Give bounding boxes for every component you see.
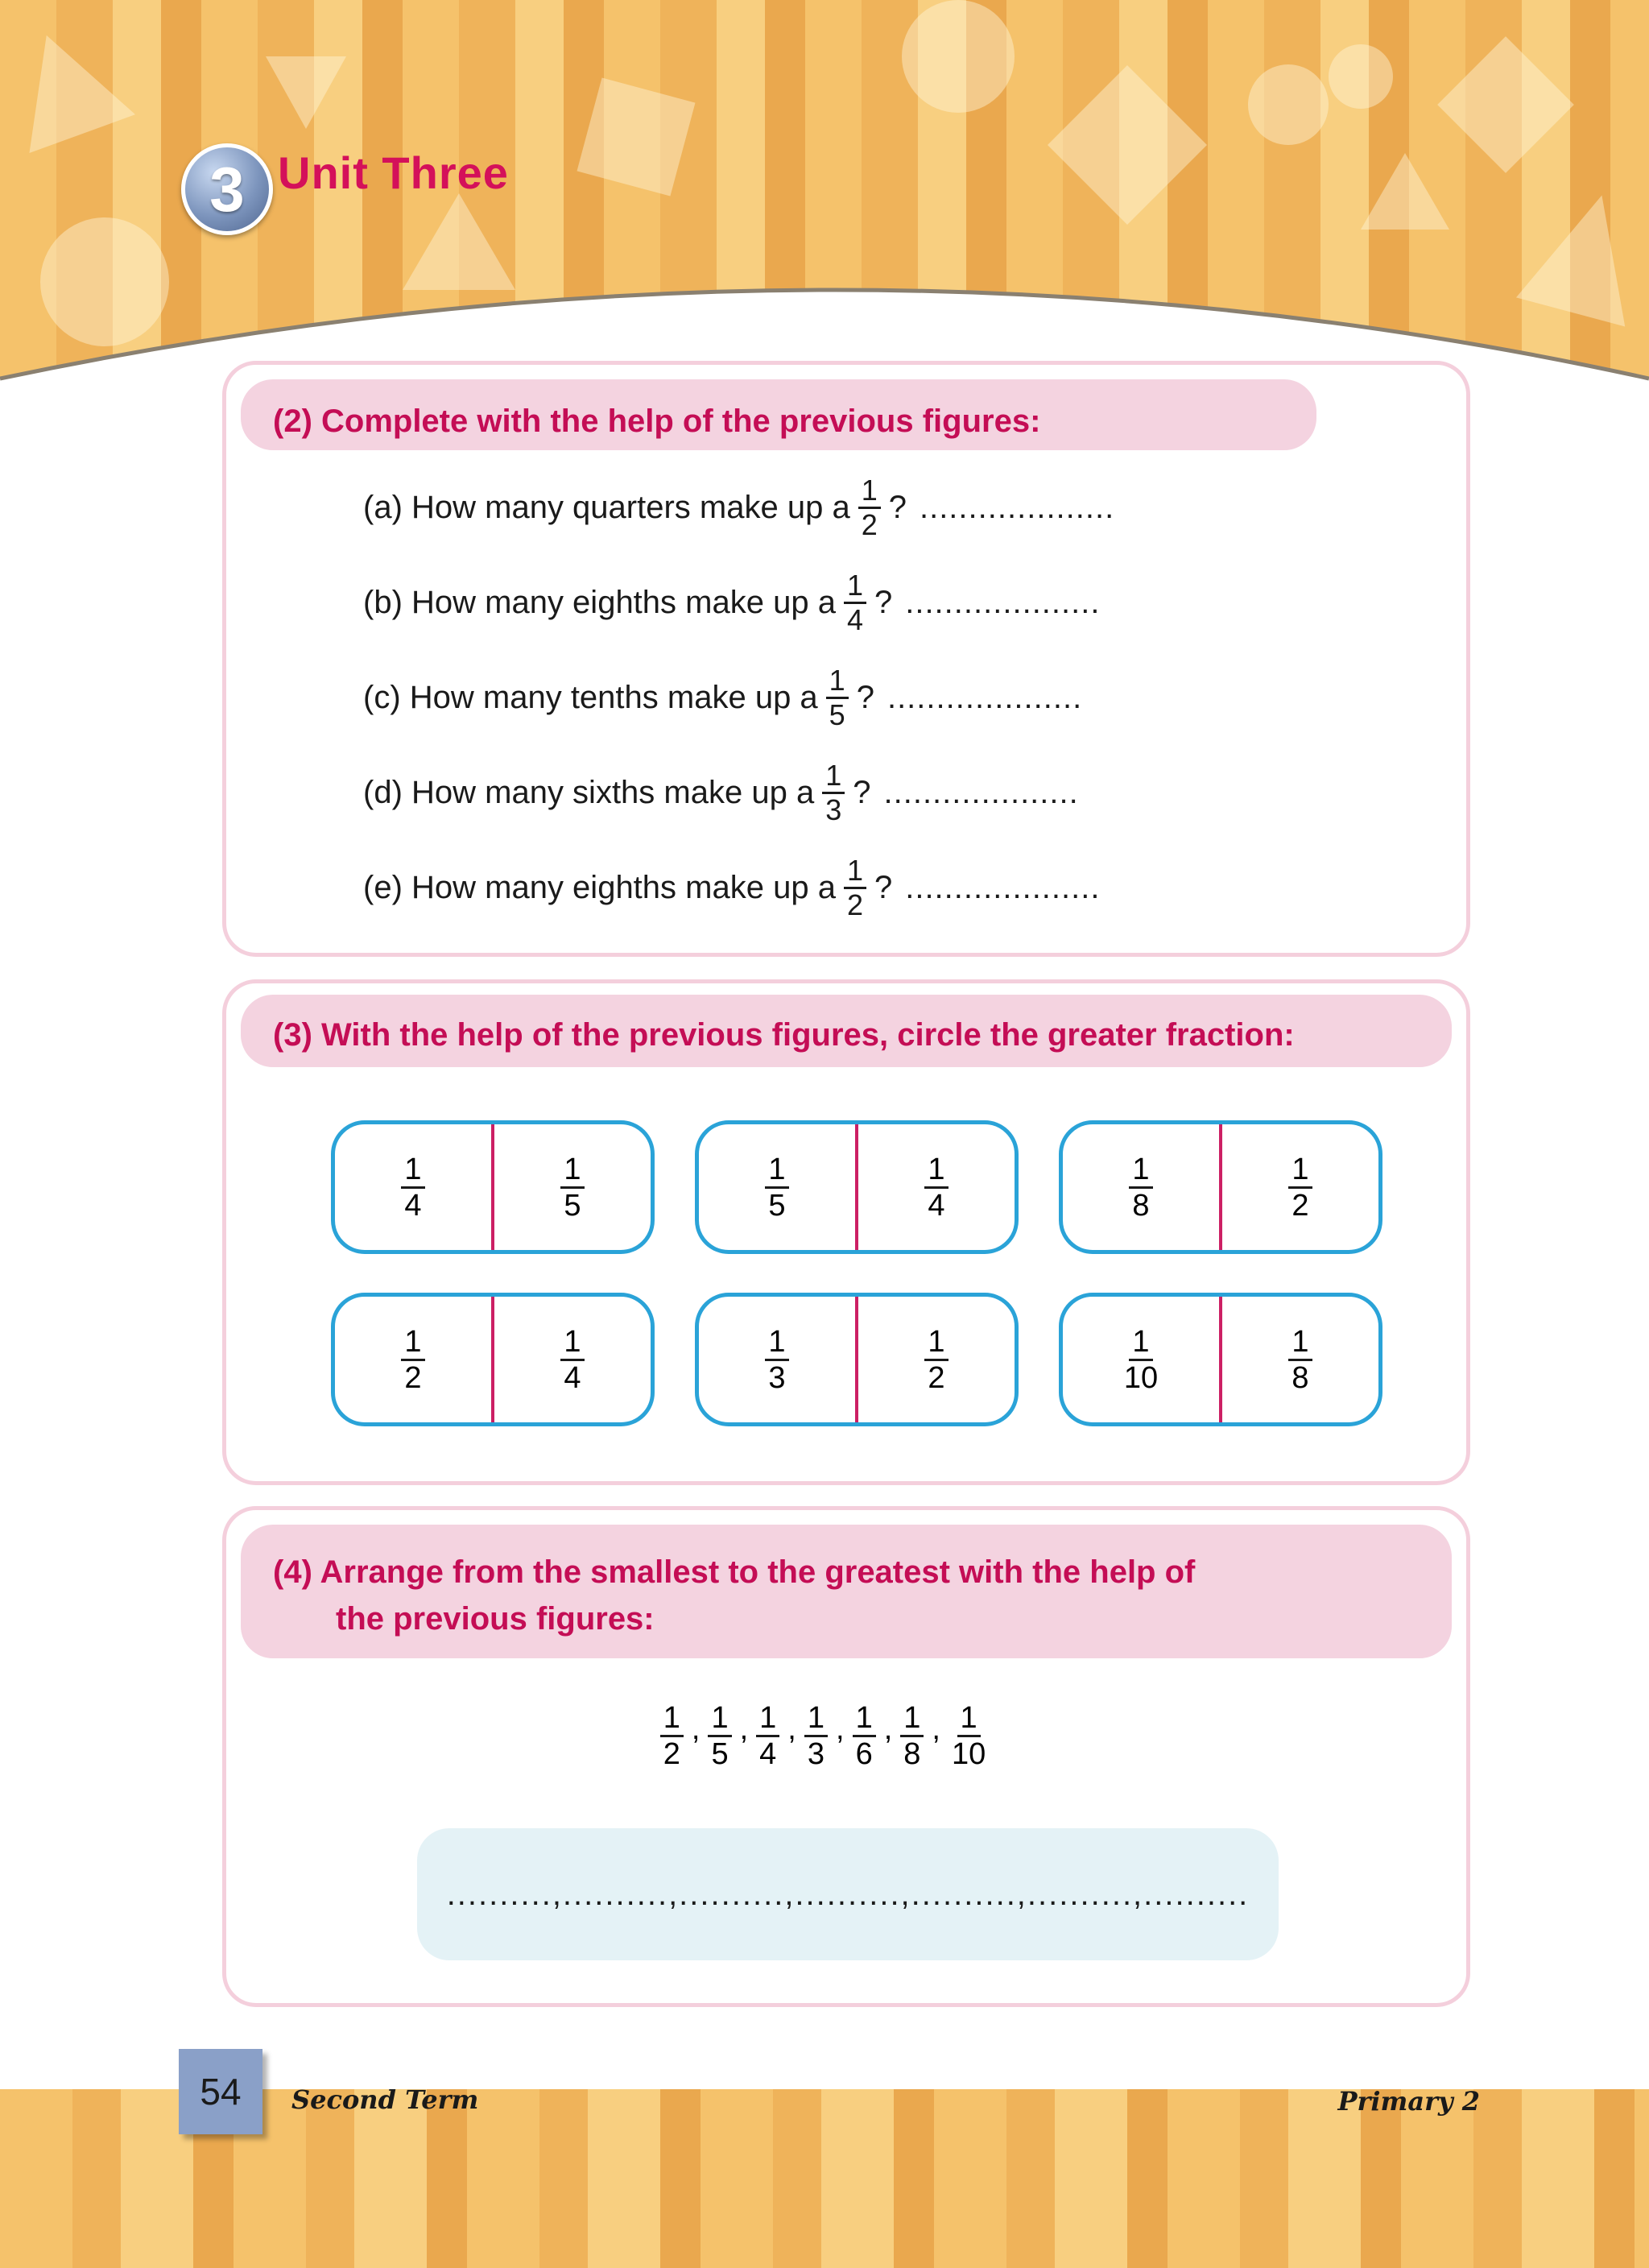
fraction: $\frac{1}{5}$: [708, 1701, 731, 1771]
answer-blank[interactable]: ....................: [886, 680, 1083, 715]
fraction: $\frac{1}{2}$: [858, 474, 881, 541]
fraction: $\frac{1}{2}$: [844, 855, 866, 921]
answer-blank[interactable]: ....................: [883, 775, 1079, 810]
question-d: (d) How many sixths make up a $\frac{1}{3}$ ? ....................: [363, 759, 1079, 826]
section-3-box: [222, 979, 1470, 1485]
fraction: $\frac{1}{3}$: [822, 759, 845, 826]
fraction-option-left[interactable]: $\frac{1}{2}$: [335, 1297, 491, 1422]
fraction-pair: [1059, 1293, 1382, 1426]
section-2-title: (2) Complete with the help of the previous figures:: [241, 379, 1316, 450]
fraction-option-right[interactable]: $\frac{1}{2}$: [858, 1297, 1015, 1422]
fraction-option-right[interactable]: $\frac{1}{8}$: [1222, 1297, 1378, 1422]
fraction-pair: [1059, 1120, 1382, 1254]
fraction-pair: [695, 1120, 1019, 1254]
answer-area[interactable]: [417, 1828, 1279, 1960]
fraction-option-right[interactable]: $\frac{1}{2}$: [1222, 1124, 1378, 1250]
footer-grade: Primary 2: [1337, 2086, 1480, 2117]
question-b: (b) How many eighths make up a $\frac{1}{4}$ ? ....................: [363, 569, 1101, 636]
fraction-option-right[interactable]: $\frac{1}{4}$: [858, 1124, 1015, 1250]
answer-blank[interactable]: ....................: [905, 870, 1101, 905]
fraction: $\frac{1}{2}$: [660, 1701, 684, 1771]
fraction: $\frac{1}{10}$: [951, 1701, 986, 1771]
fraction-pair: [331, 1293, 655, 1426]
fraction-pair: [695, 1293, 1019, 1426]
fraction-pair: [331, 1120, 655, 1254]
answer-blank[interactable]: ....................: [905, 585, 1101, 620]
fraction: $\frac{1}{4}$: [756, 1701, 779, 1771]
fraction-option-left[interactable]: $\frac{1}{5}$: [699, 1124, 855, 1250]
section-3-title: (3) With the help of the previous figures, circle the greater fraction:: [241, 995, 1452, 1067]
section-2-box: [222, 361, 1470, 957]
fraction: $\frac{1}{8}$: [900, 1701, 924, 1771]
fraction: $\frac{1}{4}$: [844, 569, 866, 636]
section-4-title: [241, 1525, 1452, 1658]
fraction-option-left[interactable]: $\frac{1}{3}$: [699, 1297, 855, 1422]
fraction: $\frac{1}{5}$: [826, 664, 849, 731]
fraction-series: $\frac{1}{2}$ , $\frac{1}{5}$ , $\frac{1}{4}$ , $\frac{1}{3}$ , $\frac{1}{6}$ , $\frac{1}{8}$ , $\frac{1}{10}$: [0, 1701, 1649, 1771]
fraction-option-left[interactable]: $\frac{1}{10}$: [1123, 1324, 1159, 1395]
fraction-option-right[interactable]: $\frac{1}{5}$: [494, 1124, 651, 1250]
page-number: 54: [179, 2049, 262, 2134]
answer-line[interactable]: ..........,..........,..........,..........,..........,..........,..........: [446, 1876, 1250, 1912]
unit-number-badge: 3: [181, 143, 273, 235]
fraction-option-right[interactable]: $\frac{1}{4}$: [494, 1297, 651, 1422]
fraction-option-left[interactable]: $\frac{1}{8}$: [1063, 1124, 1219, 1250]
fraction: $\frac{1}{3}$: [804, 1701, 828, 1771]
footer-term: Second Term: [291, 2084, 479, 2115]
question-a: (a) How many quarters make up a $\frac{1}{2}$ ? ....................: [363, 474, 1115, 541]
section-4-title-line1: (4) Arrange from the smallest to the greatest with the help of: [273, 1554, 1196, 1590]
answer-blank[interactable]: ....................: [919, 490, 1115, 525]
question-c: (c) How many tenths make up a $\frac{1}{5}$ ? ....................: [363, 664, 1083, 731]
question-e: (e) How many eighths make up a $\frac{1}{2}$ ? ....................: [363, 854, 1101, 921]
section-4-title-line2: the previous figures:: [336, 1601, 655, 1637]
fraction-option-left[interactable]: $\frac{1}{4}$: [335, 1124, 491, 1250]
fraction: $\frac{1}{6}$: [853, 1701, 876, 1771]
unit-title: Unit Three: [278, 147, 509, 198]
